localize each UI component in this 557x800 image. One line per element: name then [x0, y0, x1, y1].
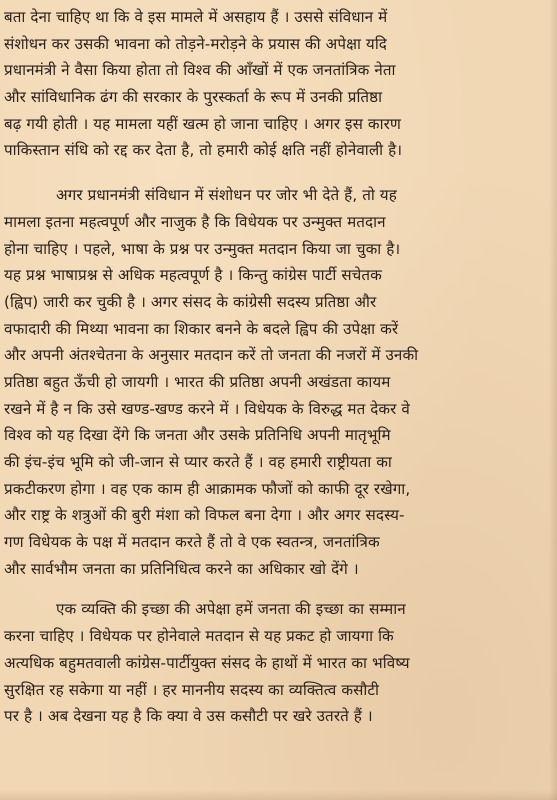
text-line: और सांविधानिक ढंग की सरकार के पुरस्कर्ता के रूप में उनकी प्रतिष्ठा [4, 88, 383, 107]
text-line: करना चाहिए । विधेयक पर होनेवाले मतदान से यह प्रकट हो जायगा कि [4, 627, 394, 646]
text-line: और अपनी अंतश्चेतना के अनुसार मतदान करें तो जनता की नजरों में उनकी [4, 346, 419, 365]
text-line: पर है । अब देखना यह है कि क्या वे उस कसौटी पर खरे उतरते हैं । [4, 707, 373, 726]
text-line: (ह्विप) जारी कर चुकी है । अगर संसद के कांग्रेसी सदस्य प्रतिष्ठा और [4, 292, 377, 311]
text-line: रखने में है न कि उसे खण्ड-खण्ड करने में । विधेयक के विरुद्ध मत देकर वे [4, 399, 410, 418]
text-line: और राष्ट्र के शत्रुओं की बुरी मंशा को विफल बना देगा । और अगर सदस्य- [4, 506, 405, 525]
text-line: प्रतिष्ठा बहुत ऊँची हो जायगी । भारत की प्रतिष्ठा अपनी अखंडता कायम [4, 372, 391, 391]
page-edge-shadow [549, 0, 557, 800]
text-line: एक व्यक्ति की इच्छा की अपेक्षा हमें जनता की इच्छा का सम्मान [56, 600, 406, 619]
paragraph-2 [4, 182, 552, 582]
paragraph-gap [4, 582, 552, 596]
page-text [4, 4, 552, 730]
text-line: की इंच-इंच भूमि को जी-जान से प्यार करते हैं । वह हमारी राष्ट्रीयता का [4, 453, 392, 471]
paragraph-1 [4, 4, 552, 164]
page-bottom-fade [0, 790, 557, 800]
text-line: पाकिस्तान संधि को रद्द कर देता है, तो हमारी कोई क्षति नहीं होनेवाली है। [4, 141, 403, 160]
text-line: संशोधन कर उसकी भावना को तोड़ने-मरोड़ने के प्रयास की अपेक्षा यदि [4, 34, 387, 53]
text-line: होना चाहिए । पहले, भाषा के प्रश्न पर उन्मुक्त मतदान किया जा चुका है। [4, 239, 401, 258]
text-line: वफादारी की मिथ्या भावना का शिकार बनने के बदले ह्विप की उपेक्षा करें [4, 319, 399, 338]
text-line: विश्व को यह दिखा देंगे कि जनता और उसके प्रतिनिधि अपनी मातृभूमि [4, 426, 391, 445]
text-line: प्रकटीकरण होगा । वह एक काम ही आक्रामक फौजों को काफी दूर रखेगा, [4, 479, 411, 498]
text-line: बता देना चाहिए था कि वे इस मामले में असहाय हैं । उससे संविधान में [4, 8, 388, 26]
text-line: सुरक्षित रह सकेगा या नहीं । हर माननीय सदस्य का व्यक्तित्व कसौटी [4, 680, 380, 699]
text-line: अत्यधिक बहुमतवाली कांग्रेस-पार्टीयुक्त संसद के हाथों में भारत का भविष्य [4, 653, 410, 672]
text-line: गण विधेयक के पक्ष में मतदान करते हैं तो वे एक स्वतन्त्र, जनतांत्रिक [4, 533, 380, 552]
text-line: बढ़ गयी होती । यह मामला यहीं खत्म हो जाना चाहिए । अगर इस कारण [4, 114, 402, 133]
text-line: और सार्वभौम जनता का प्रतिनिधित्व करने का अधिकार खो देंगे । [4, 559, 359, 578]
text-line: मामला इतना महत्वपूर्ण और नाजुक है कि विधेयक पर उन्मुक्त मतदान [4, 212, 386, 231]
text-line: प्रधानमंत्री ने वैसा किया होता तो विश्व की आँखों में एक जनतांत्रिक नेता [4, 61, 396, 80]
text-line: अगर प्रधानमंत्री संविधान में संशोधन पर जोर भी देते हैं, तो यह [56, 186, 397, 205]
text-line: यह प्रश्न भाषाप्रश्न से अधिक महत्वपूर्ण है । किन्तु कांग्रेस पार्टी सचेतक [4, 266, 382, 285]
paragraph-gap [4, 164, 552, 182]
paragraph-3 [4, 596, 552, 729]
